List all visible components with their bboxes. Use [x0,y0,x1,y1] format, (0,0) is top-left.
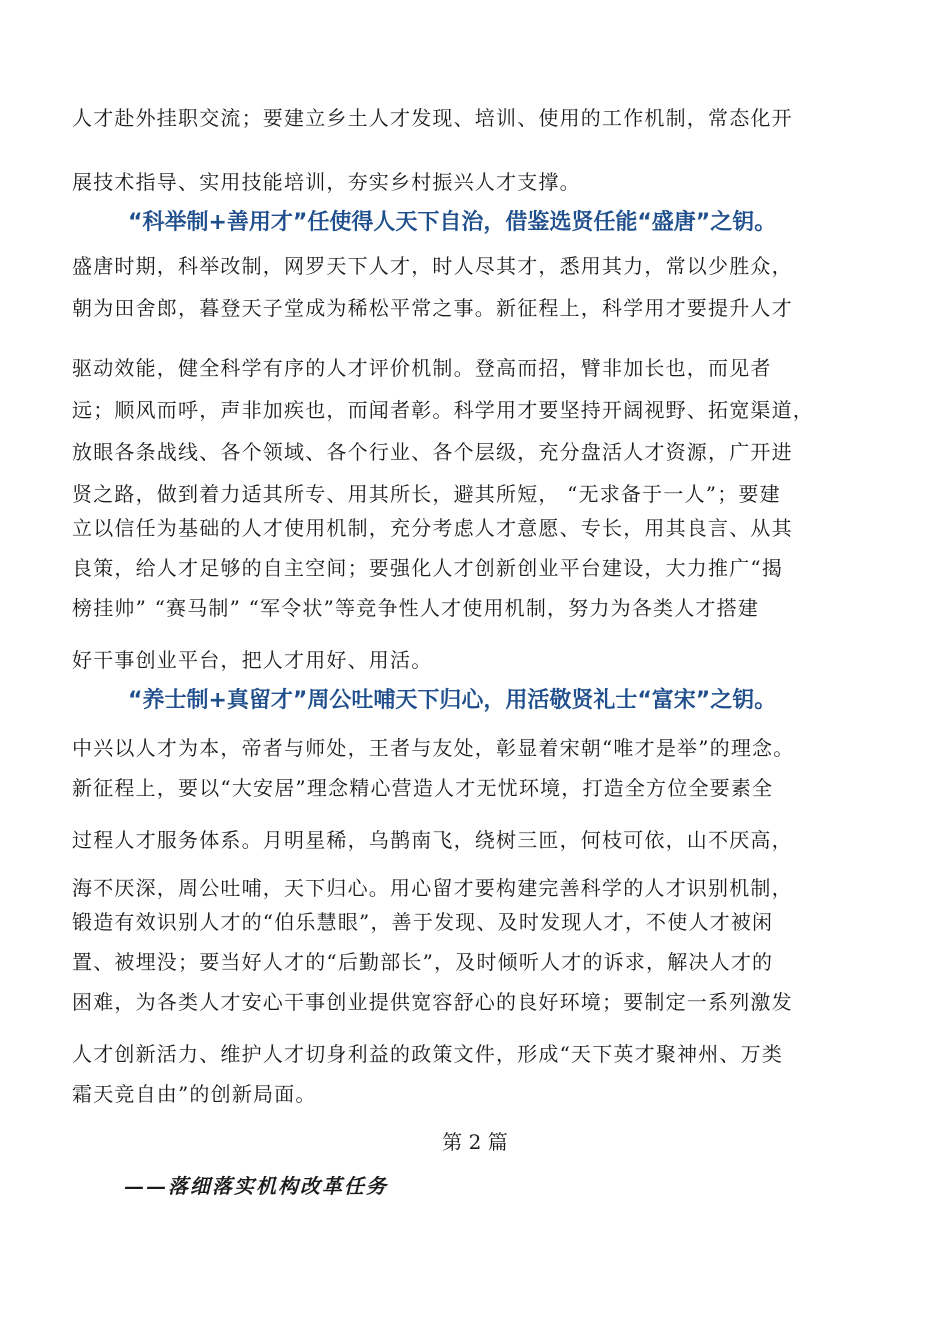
text-line: 立以信任为基础的人才使用机制，充分考虑人才意愿、专长，用其良言、从其 [72,516,793,540]
subtitle: ——落细落实机构改革任务 [124,1174,388,1198]
text-line: 榜挂帅” “赛马制” “军令状”等竞争性人才使用机制，努力为各类人才搭建 [72,596,760,620]
text-line: 霜天竞自由”的创新局面。 [72,1082,317,1106]
text-line: 良策，给人才足够的自主空间；要强化人才创新创业平台建设，大力推广“揭 [72,556,784,580]
text-line: 困难，为各类人才安心干事创业提供宽容舒心的良好环境；要制定一系列激发 [72,990,793,1014]
text-line: 放眼各条战线、各个领域、各个行业、各个层级，充分盘活人才资源，广开进 [72,440,793,464]
text-line: 锻造有效识别人才的“伯乐慧眼”，善于发现、及时发现人才，不使人才被闲 [72,910,774,934]
text-line: 驱动效能，健全科学有序的人才评价机制。登高而招，臂非加长也，而见者 [72,356,772,380]
text-line: 过程人才服务体系。月明星稀，乌鹊南飞，绕树三匝，何枝可依，山不厌高， [72,828,793,852]
section-heading: “科举制+善用才”任使得人天下自治，借鉴选贤任能“盛唐”之钥。 [128,210,777,235]
text-line: 海不厌深，周公吐哺，天下归心。用心留才要构建完善科学的人才识别机制， [72,876,793,900]
text-line: 人才创新活力、维护人才切身利益的政策文件，形成“天下英才聚神州、万类 [72,1042,784,1066]
text-line: 人才赴外挂职交流；要建立乡土人才发现、培训、使用的工作机制，常态化开 [72,106,793,130]
text-line: 贤之路，做到着力适其所专、用其所长，避其所短， “无求备于一人”；要建 [72,482,781,506]
text-line: 盛唐时期，科举改制，网罗天下人才，时人尽其才，悉用其力，常以少胜众， [72,254,793,278]
section-heading: “养士制+真留才”周公吐哺天下归心，用活敬贤礼士“富宋”之钥。 [128,688,777,713]
text-line: 好干事创业平台，把人才用好、用活。 [72,648,433,672]
text-line: 置、被埋没；要当好人才的“后勤部长”，及时倾听人才的诉求，解决人才的 [72,950,774,974]
text-line: 朝为田舍郎，暮登天子堂成为稀松平常之事。新征程上，科学用才要提升人才 [72,296,793,320]
section-label: 第 2 篇 [442,1130,508,1154]
text-line: 展技术指导、实用技能培训，夯实乡村振兴人才支撑。 [72,170,581,194]
text-line: 中兴以人才为本，帝者与师处，王者与友处，彰显着宋朝“唯才是举”的理念。 [72,736,795,760]
text-line: 新征程上，要以“大安居”理念精心营造人才无忧环境，打造全方位全要素全 [72,776,774,800]
text-line: 远；顺风而呼，声非加疾也，而闻者彰。科学用才要坚持开阔视野、拓宽渠道， [72,398,814,422]
